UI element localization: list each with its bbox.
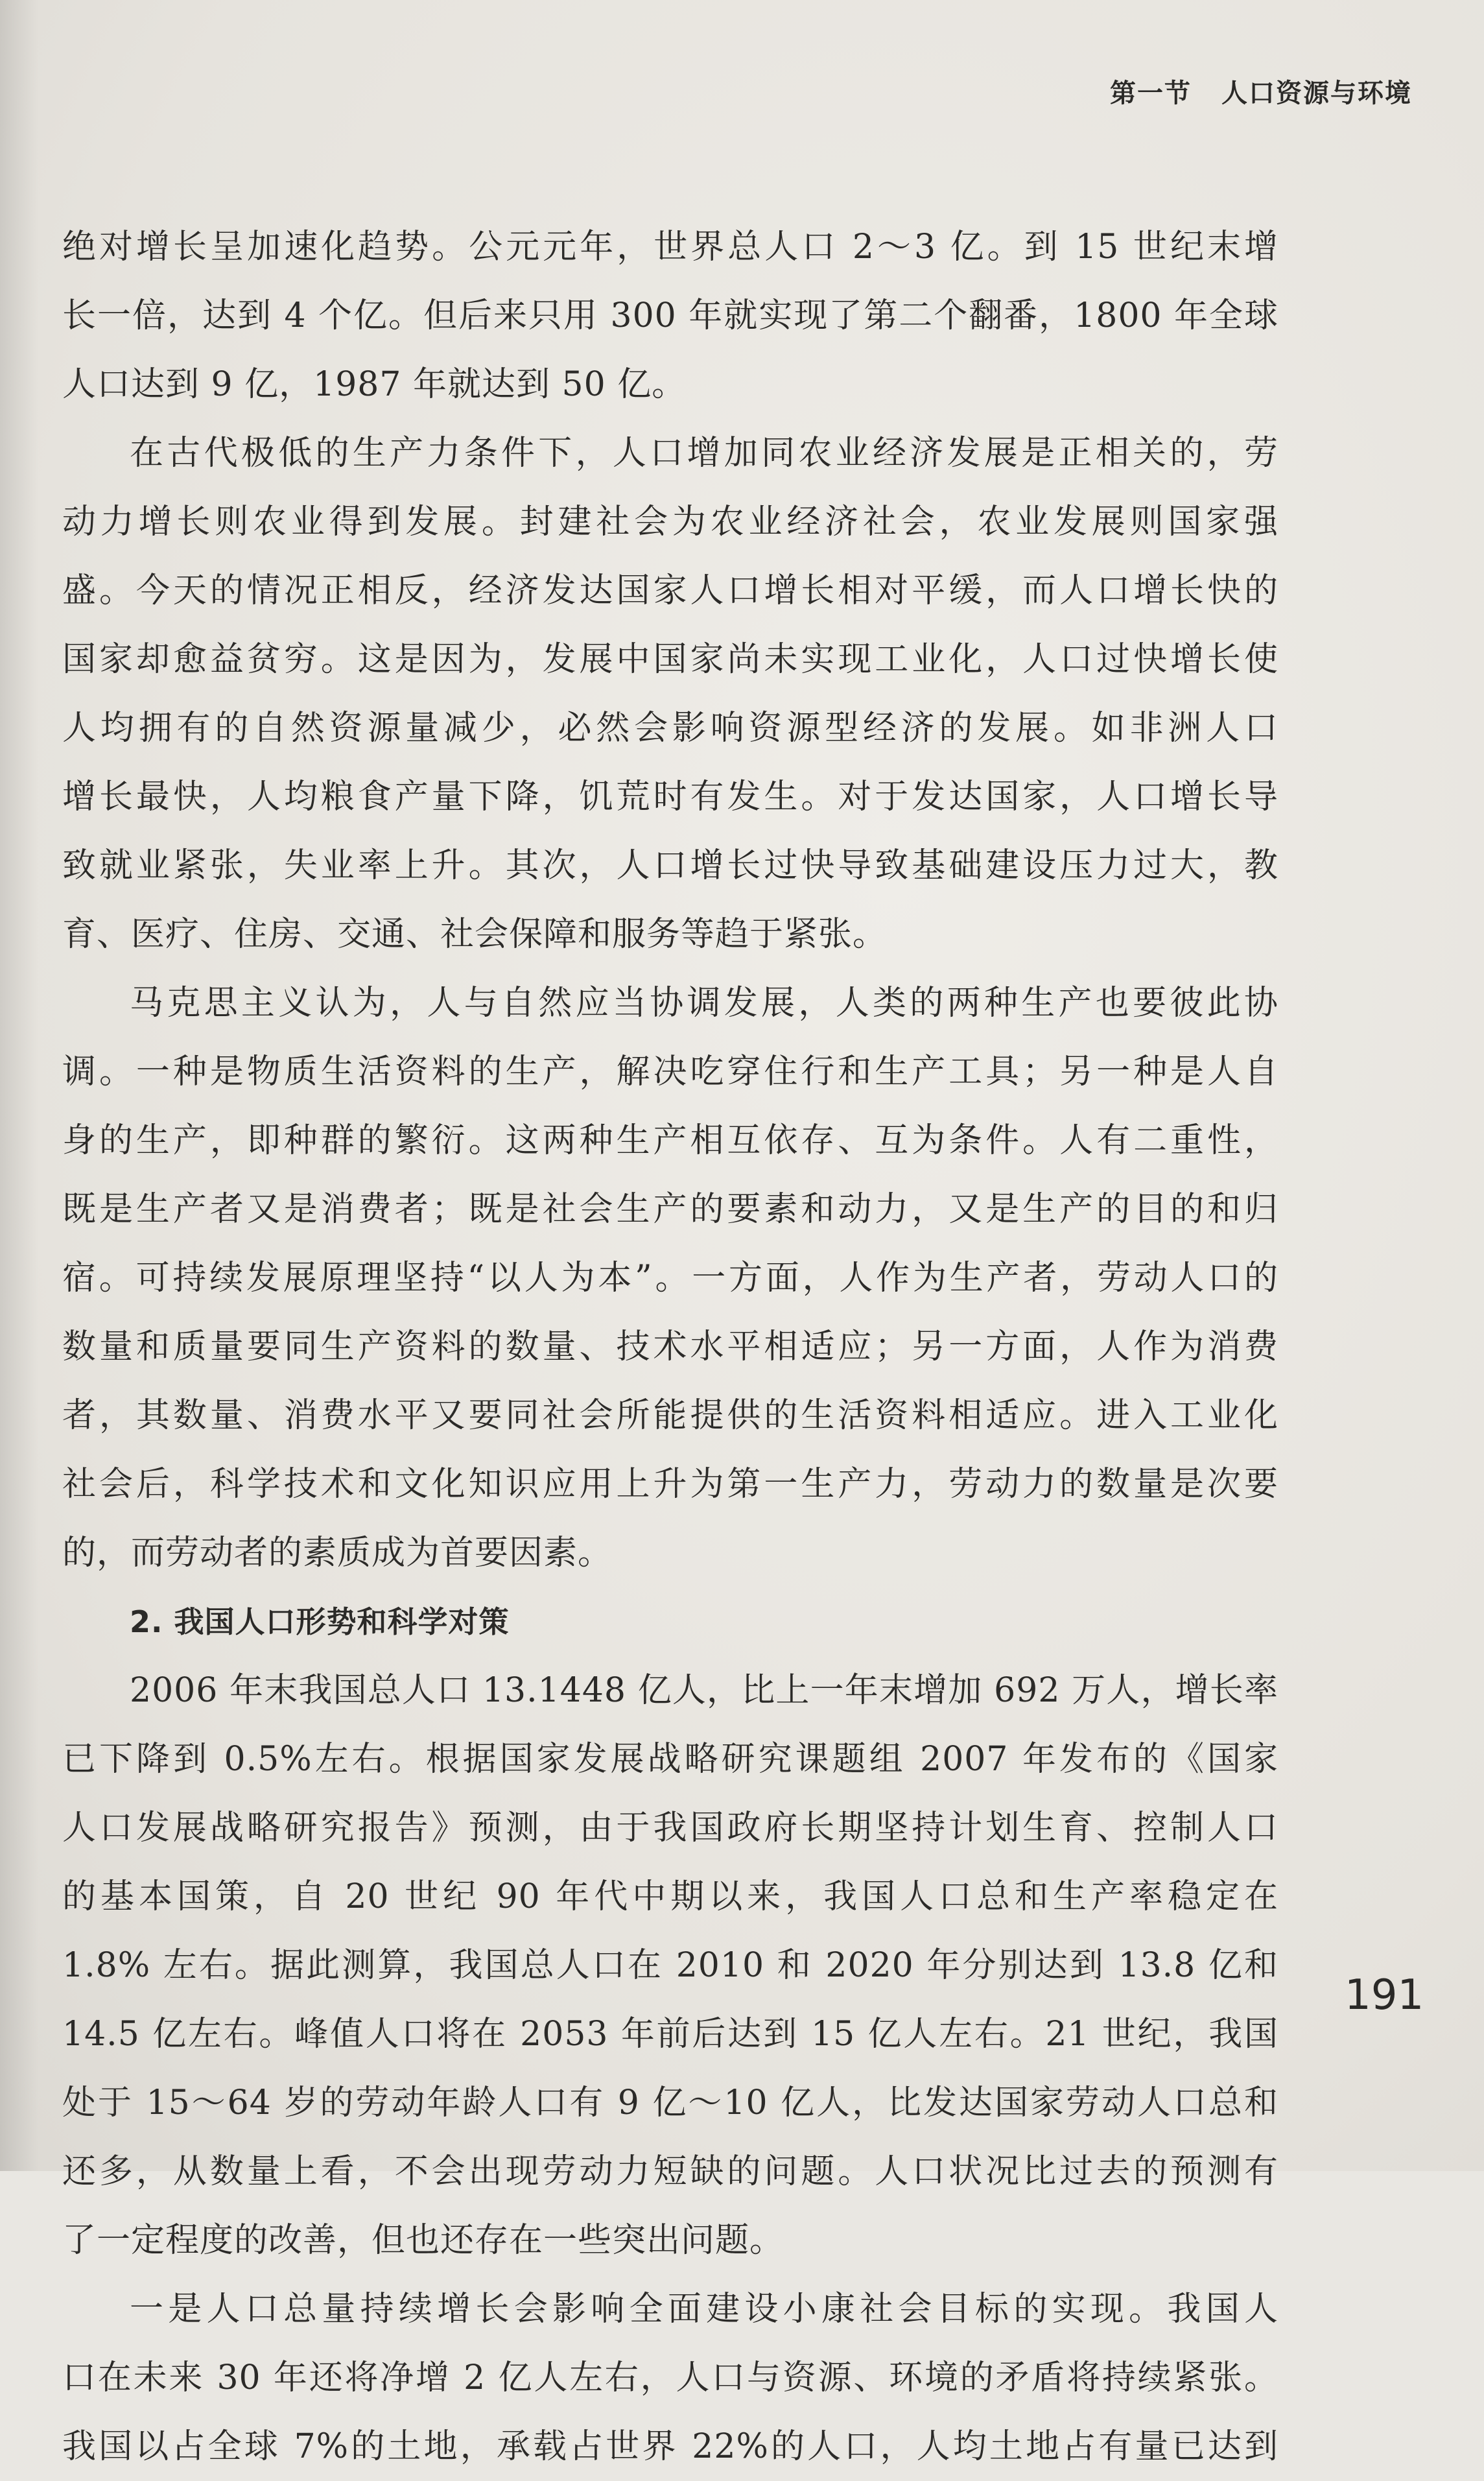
text-line: 1.8% 左右。据此测算，我国总人口在 2010 和 2020 年分别达到 13.8 亿和 [62,1946,1278,1985]
text-line: 社会后，科学技术和文化知识应用上升为第一生产力，劳动力的数量是次要 [62,1465,1278,1504]
body-text [62,213,1278,2481]
text-line: 国家却愈益贫穷。这是因为，发展中国家尚未实现工业化，人口过快增长使 [62,640,1278,679]
text-line: 还多，从数量上看，不会出现劳动力短缺的问题。人口状况比过去的预测有 [62,2152,1278,2191]
text-line: 处于 15～64 岁的劳动年龄人口有 9 亿～10 亿人，比发达国家劳动人口总和 [62,2083,1278,2122]
text-line: 的基本国策，自 20 世纪 90 年代中期以来，我国人口总和生产率稳定在 [62,1877,1278,1916]
text-line: 数量和质量要同生产资料的数量、技术水平相适应；另一方面，人作为消费 [62,1327,1278,1366]
text-line: 在古代极低的生产力条件下，人口增加同农业经济发展是正相关的，劳 [130,434,1278,473]
text-line: 人口发展战略研究报告》预测，由于我国政府长期坚持计划生育、控制人口 [62,1809,1278,1847]
text-line: 调。一种是物质生活资料的生产，解决吃穿住行和生产工具；另一种是人自 [62,1052,1278,1091]
text-line: 绝对增长呈加速化趋势。公元元年，世界总人口 2～3 亿。到 15 世纪末增 [62,228,1278,267]
running-header [1110,73,1412,110]
page-number: 191 [1345,1971,1424,2019]
section-label: 第一节 [1110,78,1192,108]
text-line: 长一倍，达到 4 个亿。但后来只用 300 年就实现了第二个翻番，1800 年全球 [62,296,1278,335]
text-line: 增长最快，人均粮食产量下降，饥荒时有发生。对于发达国家，人口增长导 [62,778,1278,816]
text-line: 我国以占全球 7%的土地，承载占世界 22%的人口，人均土地占有量已达到 [62,2427,1278,2466]
text-line: 者，其数量、消费水平又要同社会所能提供的生活资料相适应。进入工业化 [62,1396,1278,1435]
text-line: 14.5 亿左右。峰值人口将在 2053 年前后达到 15 亿人左右。21 世纪，我国 [62,2015,1278,2054]
text-line: 既是生产者又是消费者；既是社会生产的要素和动力，又是生产的目的和归 [62,1190,1278,1229]
text-line: 马克思主义认为，人与自然应当协调发展，人类的两种生产也要彼此协 [130,984,1278,1023]
text-line: 人均拥有的自然资源量减少，必然会影响资源型经济的发展。如非洲人口 [62,709,1278,748]
section-heading: 2. 我国人口形势和科学对策 [130,1604,510,1639]
text-line: 动力增长则农业得到发展。封建社会为农业经济社会，农业发展则国家强 [62,503,1278,541]
text-line: 的，而劳动者的素质成为首要因素。 [62,1534,613,1573]
text-line: 致就业紧张，失业率上升。其次，人口增长过快导致基础建设压力过大，教 [62,846,1278,885]
text-line: 了一定程度的改善，但也还存在一些突出问题。 [62,2221,784,2260]
text-line: 人口达到 9 亿，1987 年就达到 50 亿。 [62,365,687,404]
text-line: 一是人口总量持续增长会影响全面建设小康社会目标的实现。我国人 [130,2290,1278,2329]
text-line: 2006 年末我国总人口 13.1448 亿人，比上一年末增加 692 万人，增长率 [130,1671,1278,1710]
text-line: 育、医疗、住房、交通、社会保障和服务等趋于紧张。 [62,915,888,954]
text-line: 身的生产，即种群的繁衍。这两种生产相互依存、互为条件。人有二重性， [62,1121,1278,1160]
text-line: 盛。今天的情况正相反，经济发达国家人口增长相对平缓，而人口增长快的 [62,571,1278,610]
text-line: 口在未来 30 年还将净增 2 亿人左右，人口与资源、环境的矛盾将持续紧张。 [62,2358,1278,2397]
text-line: 已下降到 0.5%左右。根据国家发展战略研究课题组 2007 年发布的《国家 [62,1740,1278,1779]
section-title: 人口资源与环境 [1221,78,1412,108]
text-line: 宿。可持续发展原理坚持“以人为本”。一方面，人作为生产者，劳动人口的 [62,1259,1278,1298]
